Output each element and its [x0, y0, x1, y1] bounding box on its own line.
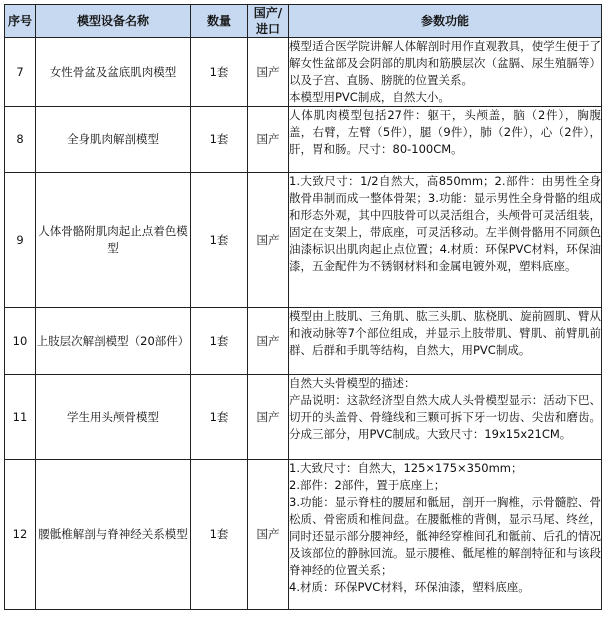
- row-params: [289, 173, 602, 308]
- row-origin: 国产: [248, 173, 289, 308]
- row-index: 9: [5, 173, 36, 308]
- row-origin: 国产: [248, 460, 289, 610]
- header-name: 模型设备名称: [36, 5, 191, 38]
- row-index: 10: [5, 308, 36, 375]
- table-row: [5, 38, 602, 107]
- param-line: 3.功能：显示脊柱的腰屈和骶屈，剖开一胸椎，示骨髓腔、骨松质、骨密质和椎间盘。在腰骶椎的背侧，显示马尾、终丝，同时还显示部分腰神经，骶神经穿椎间孔和骶前、后孔的情况及该部位的静脉回流。显示腰椎、骶尾椎的解剖特征和与该段脊神经的位置关系；: [289, 495, 601, 577]
- row-origin: 国产: [248, 38, 289, 107]
- param-line: 模型由上肢肌、三角肌、肱三头肌、肱桡肌、旋前圆肌、臂从和液动脉等7个部位组成，并显示上肢带肌、臂肌、前臂肌前群、后群和手肌等结构，自然大，用PVC制成。: [289, 309, 601, 357]
- param-line: 本模型用PVC制成，自然大小。: [289, 90, 450, 104]
- header-row: [5, 5, 602, 38]
- table-row: [5, 375, 602, 460]
- param-line: 自然大头骨模型的描述：: [289, 376, 416, 390]
- param-line: 产品说明：这款经济型自然大成人头骨模型显示：活动下巴、切开的头盖骨、骨缝线和三颗可拆下牙一切齿、尖齿和磨齿。分成三部分，用PVC制成。大致尺寸：19x15x21CM。: [289, 393, 601, 441]
- row-quantity: 1套: [191, 308, 248, 375]
- row-index: 7: [5, 38, 36, 107]
- row-quantity: 1套: [191, 173, 248, 308]
- header-quantity: 数量: [191, 5, 248, 38]
- row-quantity: 1套: [191, 38, 248, 107]
- table-row: [5, 460, 602, 610]
- row-name: 学生用头颅骨模型: [36, 375, 191, 460]
- row-name: 腰骶椎解剖与脊神经关系模型: [36, 460, 191, 610]
- table-row: [5, 173, 602, 308]
- row-origin: 国产: [248, 107, 289, 173]
- row-quantity: 1套: [191, 375, 248, 460]
- row-index: 8: [5, 107, 36, 173]
- row-origin: 国产: [248, 375, 289, 460]
- param-line: 2.部件：2部件，置于底座上；: [289, 478, 446, 492]
- spec-table: [4, 4, 602, 610]
- row-quantity: 1套: [191, 107, 248, 173]
- row-name: 人体骨骼附肌肉起止点着色模型: [36, 173, 191, 308]
- header-origin: 国产/进口: [248, 5, 289, 38]
- header-params: 参数功能: [289, 5, 602, 38]
- param-line: 人体肌肉模型包括27件：躯干，头颅盖，脑（2件），胸腹盖，右臂，左臂（5件），腿（9件），肺（2件），心（2件），肝，胃和肠。尺寸：80-100CM。: [289, 108, 601, 156]
- row-quantity: 1套: [191, 460, 248, 610]
- row-name: 上肢层次解剖模型（20部件）: [36, 308, 191, 375]
- row-params: [289, 460, 602, 610]
- row-index: 12: [5, 460, 36, 610]
- row-params: [289, 375, 602, 460]
- param-line: 1.大致尺寸：1/2自然大，高850mm；2.部件：由男性全身散骨串制而成一整体骨架；3.功能：显示男性全身骨骼的组成和形态外观，其中四肢骨可以灵活组合，头颅骨可灵活组装，固定在支架上，带底座，可灵活移动。左半侧骨骼用不同颜色油漆标识出肌肉起止点位置；4.材质：环保PVC材料，环保油漆，五金配件为不锈钢材料和金属电镀外观，塑料底座。: [289, 174, 601, 273]
- row-index: 11: [5, 375, 36, 460]
- row-name: 女性骨盆及盆底肌肉模型: [36, 38, 191, 107]
- row-name: 全身肌肉解剖模型: [36, 107, 191, 173]
- row-params: [289, 308, 602, 375]
- param-line: 1.大致尺寸：自然大，125×175×350mm；: [289, 461, 523, 475]
- param-line: 模型适合医学院讲解人体解剖时用作直观教具，使学生便于了解女性盆部及会阴部的肌肉和筋膜层次（盆膈、尿生殖膈等）以及子宫、直肠、膀胱的位置关系。: [289, 39, 601, 87]
- param-line: 4.材质：环保PVC材料，环保油漆，塑料底座。: [289, 580, 530, 594]
- table-row: [5, 308, 602, 375]
- row-origin: 国产: [248, 308, 289, 375]
- row-params: [289, 107, 602, 173]
- header-index: 序号: [5, 5, 36, 38]
- row-params: [289, 38, 602, 107]
- table-row: [5, 107, 602, 173]
